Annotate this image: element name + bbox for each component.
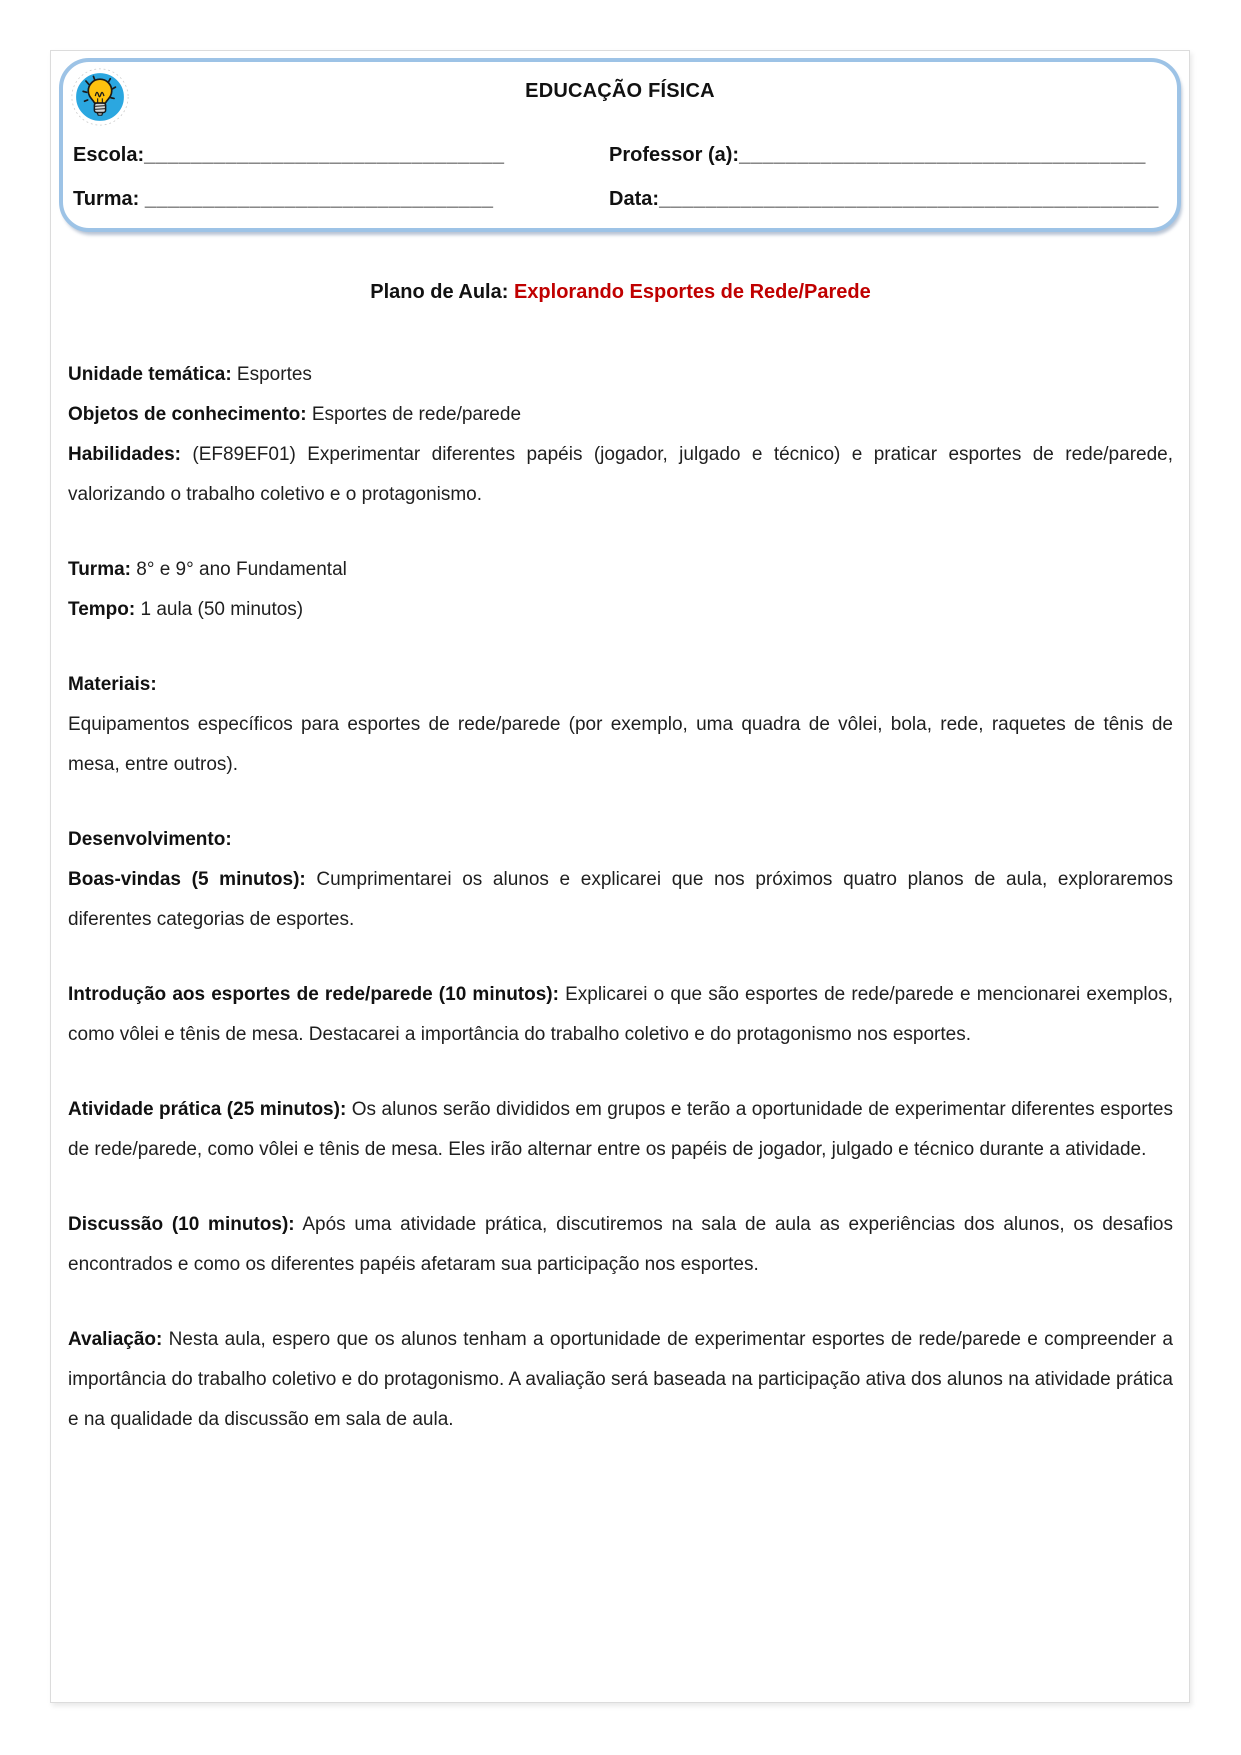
paragraph-desenvolvimento-heading xyxy=(68,820,1173,860)
field-professor xyxy=(609,144,1167,167)
lesson-plan-title-highlight: Explorando Esportes de Rede/Parede xyxy=(513,281,871,303)
paragraph-label: Habilidades: xyxy=(68,444,181,465)
paragraph-label: Desenvolvimento: xyxy=(68,829,232,850)
header-fields xyxy=(73,144,1167,211)
paragraph-objetos-de-conhecimento xyxy=(68,395,1173,435)
paragraph-label: Atividade prática (25 minutos): xyxy=(68,1099,347,1120)
field-turma xyxy=(73,188,609,211)
field-escola xyxy=(73,144,609,167)
paragraph-avaliacao xyxy=(68,1320,1173,1440)
paragraph-text: Equipamentos específicos para esportes de rede/parede (por exemplo, uma quadra de vôlei, bola, rede, raquetes de tênis de mesa, entre outros). xyxy=(68,714,1173,775)
paragraph-label: Materiais: xyxy=(68,674,157,695)
paragraph-text: Nesta aula, espero que os alunos tenham a oportunidade de experimentar esportes de rede/parede e compreender a importância do trabalho coletivo e do protagonismo. A avaliação será baseada na participação ativa dos alunos na atividade prática e na qualidade da discussão em sala de aula. xyxy=(68,1329,1173,1430)
paragraph-text: Os alunos serão divididos em grupos e terão a oportunidade de experimentar diferentes esportes de rede/parede, como vôlei e tênis de mesa. Eles irão alternar entre os papéis de jogador, julgado e técnico durante a atividade. xyxy=(68,1099,1173,1160)
field-label: Escola: xyxy=(73,144,145,166)
paragraph-text: Esportes xyxy=(231,364,312,385)
paragraph-text: 8° e 9° ano Fundamental xyxy=(130,559,347,580)
header-box xyxy=(59,58,1181,232)
paragraph-text: Cumprimentarei os alunos e explicarei que nos próximos quatro planos de aula, exploraremos diferentes categorias de esportes. xyxy=(68,869,1173,930)
turma-blank-line: ______________________________ xyxy=(144,188,494,210)
paragraph-label: Turma: xyxy=(68,559,131,580)
document-page xyxy=(50,50,1190,1703)
paragraph-turma xyxy=(68,550,1173,590)
paragraph-tempo xyxy=(68,590,1173,630)
paragraph-materiais-heading xyxy=(68,665,1173,705)
lesson-plan-title xyxy=(68,281,1173,303)
paragraph-text: Explicarei o que são esportes de rede/parede e mencionarei exemplos, como vôlei e tênis de mesa. Destacarei a importância do trabalho coletivo e do protagonismo nos esportes. xyxy=(68,984,1173,1045)
paragraph-label: Boas-vindas (5 minutos): xyxy=(68,869,306,890)
paragraph-label: Avaliação: xyxy=(68,1329,163,1350)
paragraph-boas-vindas xyxy=(68,860,1173,940)
lesson-plan-title-prefix: Plano de Aula: xyxy=(370,281,514,303)
paragraph-label: Tempo: xyxy=(68,599,136,620)
paragraph-introducao xyxy=(68,975,1173,1055)
lesson-plan-body xyxy=(68,355,1173,1440)
paragraph-habilidades xyxy=(68,435,1173,515)
paragraph-label: Objetos de conhecimento: xyxy=(68,404,307,425)
paragraph-text: 1 aula (50 minutos) xyxy=(135,599,304,620)
field-label: Professor (a): xyxy=(609,144,740,166)
professor-blank-line: ___________________________________ xyxy=(739,144,1146,166)
paragraph-materiais-text xyxy=(68,705,1173,785)
escola-blank-line: _______________________________ xyxy=(144,144,505,166)
paragraph-text: (EF89EF01) Experimentar diferentes papéis (jogador, julgado e técnico) e praticar esportes de rede/parede, valorizando o trabalho coletivo e o protagonismo. xyxy=(68,444,1173,505)
paragraph-label: Discussão (10 minutos): xyxy=(68,1214,295,1235)
paragraph-unidade-tematica xyxy=(68,355,1173,395)
field-label: Turma: xyxy=(73,188,145,210)
field-label: Data: xyxy=(609,188,660,210)
paragraph-atividade-pratica xyxy=(68,1090,1173,1170)
paragraph-label: Introdução aos esportes de rede/parede (10 minutos): xyxy=(68,984,559,1005)
subject-title: EDUCAÇÃO FÍSICA xyxy=(525,80,715,102)
paragraph-discussao xyxy=(68,1205,1173,1285)
data-blank-line: ___________________________________________ xyxy=(659,188,1159,210)
paragraph-text: Esportes de rede/parede xyxy=(306,404,522,425)
document-content xyxy=(68,232,1173,1440)
paragraph-label: Unidade temática: xyxy=(68,364,232,385)
field-data xyxy=(609,188,1167,211)
paragraph-text: Após uma atividade prática, discutiremos na sala de aula as experiências dos alunos, os desafios encontrados e como os diferentes papéis afetaram sua participação nos esportes. xyxy=(68,1214,1173,1275)
